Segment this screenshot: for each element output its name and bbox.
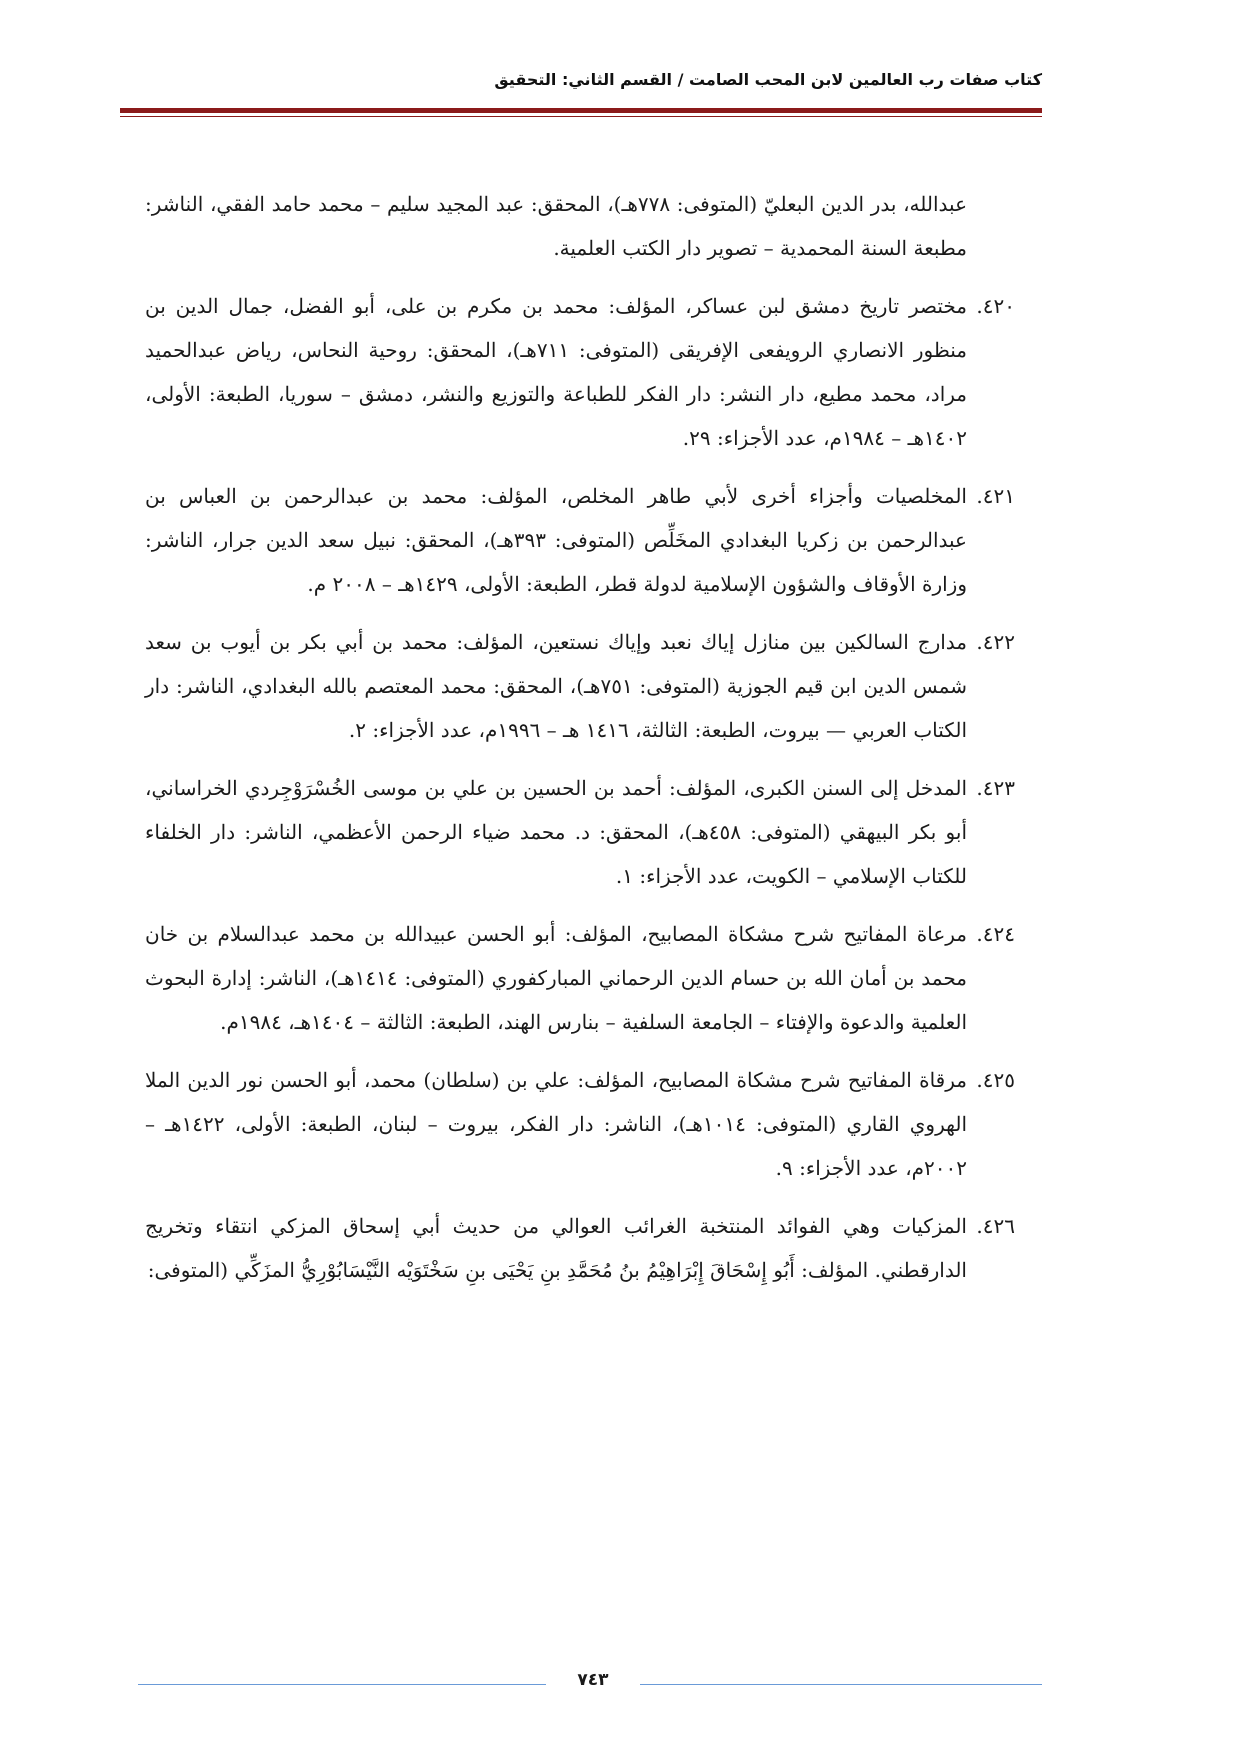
entry-number: ٤٢٤. bbox=[976, 922, 1015, 946]
footer-rule-right bbox=[640, 1684, 1042, 1685]
entry-text: مختصر تاريخ دمشق لبن عساكر، المؤلف: محمد بن مكرم بن على، أبو الفضل، جمال الدين بن منظور الانصاري الرويفعى الإفريقى (المتوفى: ٧١١هـ)، المحقق: روحية النحاس، رياض عبدالحميد مراد، محمد مطيع، دار النشر: دار الفكر للطباعة والتوزيع والنشر، دمشق – سوريا، الطبعة: الأولى، ١٤٠٢هـ – ١٩٨٤م، عدد الأجزاء: ٢٩. bbox=[145, 294, 967, 450]
entry-number: ٤٢٣. bbox=[976, 776, 1015, 800]
continued-entry bbox=[145, 182, 1015, 270]
bibliography-entry bbox=[145, 912, 1015, 1044]
header-rule-thin bbox=[120, 116, 1042, 117]
footer-rule-left bbox=[138, 1684, 546, 1685]
entry-text: مرعاة المفاتيح شرح مشكاة المصابيح، المؤلف: أبو الحسن عبيدالله بن محمد عبدالسلام بن خان محمد بن أمان الله بن حسام الدين الرحماني المباركفوري (المتوفى: ١٤١٤هـ)، الناشر: إدارة البحوث العلمية والدعوة والإفتاء – الجامعة السلفية – بنارس الهند، الطبعة: الثالثة – ١٤٠٤هـ، ١٩٨٤م. bbox=[145, 922, 967, 1034]
book-title: كتاب صفات رب العالمين لابن المحب الصامت / القسم الثاني: التحقيق bbox=[494, 70, 1042, 89]
entry-number: ٤٢١. bbox=[976, 484, 1015, 508]
entry-number: ٤٢٢. bbox=[976, 630, 1015, 654]
entry-number: ٤٢٦. bbox=[976, 1214, 1015, 1238]
bibliography-entry bbox=[145, 474, 1015, 606]
bibliography-entry bbox=[145, 620, 1015, 752]
entry-text: مدارج السالكين بين منازل إياك نعبد وإياك نستعين، المؤلف: محمد بن أبي بكر بن أيوب بن سعد شمس الدين ابن قيم الجوزية (المتوفى: ٧٥١هـ)، المحقق: محمد المعتصم بالله البغدادي، الناشر: دار الكتاب العربي — بيروت، الطبعة: الثالثة، ١٤١٦ هـ – ١٩٩٦م، عدد الأجزاء: ٢. bbox=[145, 630, 967, 742]
bibliography-entry bbox=[145, 766, 1015, 898]
bibliography-entry bbox=[145, 1058, 1015, 1190]
entry-text: مرقاة المفاتيح شرح مشكاة المصابيح، المؤلف: علي بن (سلطان) محمد، أبو الحسن نور الدين الملا الهروي القاري (المتوفى: ١٠١٤هـ)، الناشر: دار الفكر، بيروت – لبنان، الطبعة: الأولى، ١٤٢٢هـ – ٢٠٠٢م، عدد الأجزاء: ٩. bbox=[145, 1068, 967, 1180]
entry-number: ٤٢٠. bbox=[976, 294, 1015, 318]
bibliography-entry bbox=[145, 284, 1015, 460]
bibliography-list bbox=[145, 182, 1015, 1306]
entry-text: المزكيات وهي الفوائد المنتخبة الغرائب العوالي من حديث أبي إسحاق المزكي انتقاء وتخريج الدارقطني. المؤلف: أَبُو إِسْحَاقَ إِبْرَاهِيْمُ بنُ مُحَمَّدِ بنِ يَحْيَى بنِ سَخْتَوَيْه النَّيْسَابُوْرِيُّ المزَكِّي (المتوفى: bbox=[145, 1214, 967, 1282]
bibliography-entry bbox=[145, 1204, 1015, 1292]
entry-text: المخلصيات وأجزاء أخرى لأبي طاهر المخلص، المؤلف: محمد بن عبدالرحمن بن العباس بن عبدالرحمن بن زكريا البغدادي المخَلِّص (المتوفى: ٣٩٣هـ)، المحقق: نبيل سعد الدين جرار، الناشر: وزارة الأوقاف والشؤون الإسلامية لدولة قطر، الطبعة: الأولى، ١٤٢٩هـ – ٢٠٠٨ م. bbox=[145, 484, 967, 596]
running-header bbox=[120, 70, 1042, 100]
header-rule-thick bbox=[120, 108, 1042, 113]
entry-number: ٤٢٥. bbox=[976, 1068, 1015, 1092]
entry-text: المدخل إلى السنن الكبرى، المؤلف: أحمد بن الحسين بن علي بن موسى الخُسْرَوْجِردي الخراساني، أبو بكر البيهقي (المتوفى: ٤٥٨هـ)، المحقق: د. محمد ضياء الرحمن الأعظمي، الناشر: دار الخلفاء للكتاب الإسلامي – الكويت، عدد الأجزاء: ١. bbox=[145, 776, 968, 888]
entry-text: عبدالله، بدر الدين البعليّ (المتوفى: ٧٧٨هـ)، المحقق: عبد المجيد سليم – محمد حامد الفقي، الناشر: مطبعة السنة المحمدية – تصوير دار الكتب العلمية. bbox=[145, 192, 968, 260]
page-number: ٧٤٣ bbox=[577, 1670, 609, 1690]
